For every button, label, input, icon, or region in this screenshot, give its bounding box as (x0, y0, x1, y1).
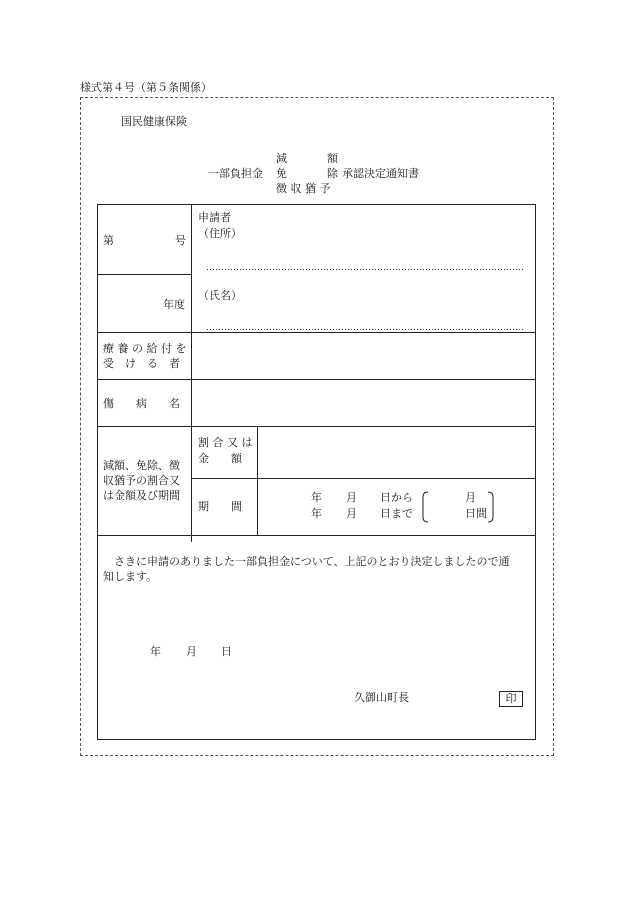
title-line1-b: 額 (327, 152, 338, 165)
title-line2-b: 除 (327, 167, 338, 180)
months-label: 月 (465, 491, 476, 504)
to-day: 日まで (380, 507, 413, 520)
reduction-label-2: 収猶予の割合又 (103, 474, 180, 487)
date-month: 月 (186, 645, 197, 658)
days-label: 日間 (465, 507, 487, 520)
to-month: 月 (346, 507, 357, 520)
title-prefix: 一部負担金 (208, 167, 263, 180)
title-line1-a: 減 (276, 152, 287, 165)
name-label: （氏名） (198, 289, 242, 302)
to-year: 年 (311, 507, 322, 520)
table-grid (97, 204, 536, 740)
title-line3: 徴 収 猶 予 (276, 182, 331, 195)
from-day: 日から (380, 491, 413, 504)
reduction-label-3: は金額及び期間 (103, 489, 180, 502)
ratio-label-2: 金 額 (198, 452, 242, 465)
form-table (97, 204, 536, 740)
seal-box: 印 (499, 691, 523, 707)
date-year: 年 (150, 645, 161, 658)
notice-line2: 知します。 (103, 570, 158, 583)
notice-line1: さきに申請のありました一部負担金について、上記のとおり決定しましたので通 (114, 555, 510, 568)
fiscal-year-label: 年度 (163, 298, 185, 311)
illness-label: 傷 病 名 (103, 397, 180, 410)
number-label-right: 号 (175, 234, 186, 247)
applicant-label: 申請者 (198, 211, 231, 224)
number-label-left: 第 (103, 234, 114, 247)
program-name: 国民健康保険 (121, 115, 187, 128)
reduction-label-1: 減額、免除、徴 (103, 459, 180, 472)
from-month: 月 (346, 491, 357, 504)
title-suffix: 承認決定通知書 (342, 167, 419, 180)
ratio-label-1: 割 合 又 は (198, 436, 253, 449)
period-label: 期 間 (198, 500, 242, 513)
from-year: 年 (311, 491, 322, 504)
form-number: 様式第４号（第５条関係） (80, 81, 212, 94)
title-line2-a: 免 (276, 167, 287, 180)
recipient-label-2: 受 け る 者 (103, 357, 180, 370)
recipient-label-1: 療 養 の 給 付 を (103, 342, 187, 355)
issuer: 久御山町長 (354, 691, 409, 704)
address-label: （住所） (198, 227, 242, 240)
date-day: 日 (221, 645, 232, 658)
